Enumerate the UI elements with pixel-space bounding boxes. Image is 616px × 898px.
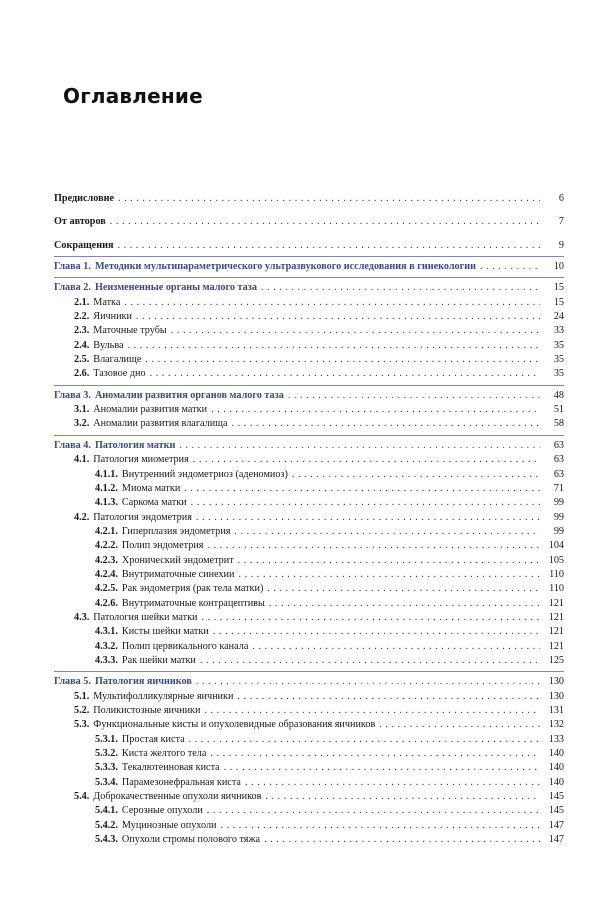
toc-page-number: 9 [558,239,564,251]
toc-page-number: 121 [548,611,564,623]
toc-page-number: 140 [548,762,564,774]
toc-page-number: 15 [553,282,564,294]
toc-page-number: 105 [548,554,564,566]
toc-entry-number: Глава 3. [54,389,91,401]
toc-entry-number: 5.4.2. [95,819,118,831]
toc-page-number: 121 [548,640,564,652]
toc-page-number: 125 [548,654,564,666]
toc-entry-title: Патология шейки матки [93,611,198,623]
toc-section-entry[interactable] [54,640,564,654]
toc-entry-number: 4.2.3. [95,554,118,566]
toc-dot-leader [201,611,540,625]
toc-entry-title: Аномалии развития органов малого таза [94,389,284,401]
toc-entry-title: Внутриматочные контрацептивы [121,597,265,609]
toc-entry-title: Матка [93,296,121,308]
toc-section-entry[interactable] [54,582,564,596]
toc-section-entry[interactable] [54,833,564,847]
toc-section-entry[interactable] [54,367,564,381]
toc-entry-number: Глава 2. [54,282,91,294]
toc-entry-number: Глава 4. [54,439,91,451]
toc-section-entry[interactable] [54,296,564,310]
toc-page-number: 132 [548,719,564,731]
toc-section-entry[interactable] [54,597,564,611]
toc-page-number: 133 [548,733,564,745]
toc-entry-number: 4.3.2. [95,640,118,652]
toc-section-entry[interactable] [54,625,564,639]
toc-entry-title: Маточные трубы [93,325,167,337]
toc-entry-title: Тазовое дно [93,368,146,380]
toc-page-number: 35 [553,339,564,351]
toc-page-number: 121 [548,626,564,638]
toc-section-entry[interactable] [54,554,564,568]
toc-page-number: 6 [558,193,564,204]
toc-section-entry[interactable] [54,324,564,338]
toc-entry-title: Патология яичников [94,676,192,688]
toc-page-number: 51 [553,404,564,416]
toc-section-entry[interactable] [54,525,564,539]
toc-page-number: 63 [553,439,564,451]
toc-dot-leader [264,833,540,847]
table-of-contents [54,192,564,847]
toc-dot-leader [232,417,540,431]
toc-entry-title: Муцинозные опухоли [121,819,217,831]
toc-entry-number: 4.1.3. [95,497,118,509]
toc-dot-leader [292,468,540,482]
toc-entry-number: 5.3.3. [95,762,118,774]
spacer [54,230,564,239]
toc-page-number: 35 [553,354,564,366]
toc-entry-title: Влагалище [93,354,142,366]
toc-dot-leader [196,675,540,689]
toc-page-number: 145 [548,805,564,817]
toc-entry-number: 4.3. [74,611,90,623]
toc-page-number: 24 [553,311,564,323]
toc-front-entry[interactable] [54,215,564,229]
toc-dot-leader [267,582,540,596]
toc-page-number: 145 [548,791,564,803]
toc-entry-number: 5.1. [74,690,90,702]
toc-section-entry[interactable] [54,776,564,790]
toc-dot-leader [265,790,540,804]
toc-entry-title: Парамезонефральная киста [121,776,241,788]
toc-entry-title: Предисловие [54,193,114,204]
toc-entry-number: 4.2. [74,511,90,523]
toc-dot-leader [128,339,540,353]
toc-entry-title: От авторов [54,216,106,228]
toc-entry-number: 2.6. [74,368,90,380]
toc-section-entry[interactable] [54,417,564,431]
toc-dot-leader [124,296,540,310]
toc-entry-number: 2.3. [74,325,90,337]
toc-page-number: 63 [553,454,564,466]
toc-page-number: 99 [553,511,564,523]
toc-entry-number: 4.2.6. [95,597,118,609]
toc-entry-title: Опухоли стромы полового тяжа [121,834,261,846]
chapter-divider [54,671,564,672]
toc-section-entry[interactable] [54,704,564,718]
toc-entry-title: Аномалии развития матки [93,404,208,416]
toc-entry-number: 5.3.1. [95,733,118,745]
toc-dot-leader [193,453,540,467]
toc-page-number: 7 [558,216,564,228]
toc-entry-title: Кисты шейки матки [121,626,209,638]
toc-entry-title: Полип цервикального канала [121,640,249,652]
toc-page-number: 121 [548,597,564,609]
toc-entry-title: Простая киста [121,733,185,745]
toc-section-entry[interactable] [54,690,564,704]
chapter-divider [54,277,564,278]
toc-page-number: 104 [548,540,564,552]
toc-entry-number: 4.2.4. [95,568,118,580]
toc-chapter-entry[interactable] [54,675,564,689]
toc-section-entry[interactable] [54,611,564,625]
toc-entry-title: Патология матки [94,439,176,451]
toc-front-entry[interactable] [54,192,564,206]
toc-dot-leader [379,718,540,732]
toc-page-number: 63 [553,468,564,480]
toc-section-entry[interactable] [54,453,564,467]
toc-dot-leader [204,704,540,718]
toc-section-entry[interactable] [54,511,564,525]
toc-entry-title: Серозные опухоли [121,805,203,817]
toc-section-entry[interactable] [54,804,564,818]
toc-page-number: 110 [549,568,564,580]
toc-dot-leader [184,482,540,496]
toc-section-entry[interactable] [54,539,564,553]
spacer [54,206,564,215]
toc-entry-title: Саркома матки [121,497,187,509]
toc-dot-leader [171,324,540,338]
toc-dot-leader [150,367,540,381]
toc-chapter-entry[interactable] [54,439,564,453]
toc-dot-leader [261,281,540,295]
toc-dot-leader [211,403,540,417]
toc-section-entry[interactable] [54,468,564,482]
toc-dot-leader [234,525,540,539]
toc-dot-leader [213,625,540,639]
chapter-divider [54,385,564,386]
toc-entry-title: Внутриматочные синехии [121,568,235,580]
toc-dot-leader [238,568,540,582]
toc-entry-number: 4.3.1. [95,626,118,638]
toc-entry-number: 4.1.1. [95,468,118,480]
chapter-divider [54,435,564,436]
toc-dot-leader [196,511,540,525]
toc-dot-leader [207,804,540,818]
toc-chapter-entry[interactable] [54,260,564,274]
toc-dot-leader [118,192,540,206]
toc-dot-leader [269,597,540,611]
toc-entry-number: 4.2.2. [95,540,118,552]
toc-dot-leader [191,496,540,510]
toc-section-entry[interactable] [54,310,564,324]
toc-section-entry[interactable] [54,482,564,496]
toc-entry-title: Патология миометрия [93,454,189,466]
toc-entry-number: 5.4.1. [95,805,118,817]
toc-entry-title: Аномалии развития влагалища [93,418,228,430]
toc-section-entry[interactable] [54,654,564,668]
toc-dot-leader [224,761,540,775]
toc-entry-title: Рак шейки матки [121,654,196,666]
toc-entry-title: Поликистозные яичники [93,705,201,716]
page-title: Оглавление [63,84,203,108]
toc-page-number: 99 [553,525,564,537]
toc-entry-title: Внутренний эндометриоз (аденомиоз) [121,468,288,480]
toc-entry-title: Функциональные кисты и опухолевидные образования яичников [93,719,376,731]
toc-dot-leader [210,747,540,761]
toc-entry-number: 3.1. [74,404,90,416]
toc-page-number: 99 [553,497,564,509]
toc-entry-number: Глава 1. [54,261,91,273]
toc-entry-number: 5.4. [74,791,90,803]
toc-entry-number: 2.1. [74,296,90,308]
toc-entry-number: 5.3. [74,719,90,731]
toc-entry-number: 4.2.5. [95,583,118,595]
toc-dot-leader [237,690,540,704]
toc-dot-leader [136,310,540,324]
toc-entry-title: Полип эндометрия [121,540,204,552]
toc-front-entry[interactable] [54,239,564,253]
toc-dot-leader [117,239,540,253]
toc-entry-title: Хронический эндометрит [121,554,234,566]
toc-entry-title: Текалютеиновая киста [121,762,220,774]
toc-dot-leader [238,554,540,568]
toc-page-number: 33 [553,325,564,337]
toc-page-number: 15 [553,296,564,308]
toc-section-entry[interactable] [54,733,564,747]
toc-dot-leader [288,389,540,403]
toc-section-entry[interactable] [54,403,564,417]
toc-dot-leader [110,215,540,229]
toc-section-entry[interactable] [54,353,564,367]
toc-dot-leader [207,539,540,553]
toc-page-number: 71 [553,482,564,494]
toc-section-entry[interactable] [54,747,564,761]
toc-dot-leader [179,439,540,453]
toc-entry-title: Яичники [93,311,132,323]
toc-page-number: 48 [553,389,564,401]
toc-page-number: 35 [553,368,564,380]
toc-page-number: 147 [548,834,564,846]
toc-entry-number: 5.2. [74,705,90,716]
toc-dot-leader [480,260,540,274]
toc-entry-title: Миома матки [121,482,181,494]
toc-entry-title: Мультифолликулярные яичники [93,690,234,702]
toc-dot-leader [252,640,540,654]
toc-page-number: 140 [548,776,564,788]
toc-entry-number: 5.3.2. [95,748,118,760]
toc-entry-number: 3.2. [74,418,90,430]
toc-chapter-entry[interactable] [54,281,564,295]
toc-entry-number: 4.3.3. [95,654,118,666]
toc-page-number: 130 [548,690,564,702]
toc-entry-title: Методики мультипараметрического ультразвукового исследования в гинекологии [94,261,476,273]
toc-entry-title: Гиперплазия эндометрия [121,525,231,537]
toc-page-number: 130 [548,676,564,688]
toc-section-entry[interactable] [54,496,564,510]
toc-entry-number: 5.4.3. [95,834,118,846]
toc-section-entry[interactable] [54,339,564,353]
toc-entry-title: Сокращения [54,239,114,251]
toc-dot-leader [245,776,540,790]
toc-page-number: 58 [553,418,564,430]
toc-entry-title: Киста желтого тела [121,748,207,760]
toc-dot-leader [200,654,540,668]
toc-page-number: 140 [548,748,564,760]
toc-entry-number: 2.2. [74,311,90,323]
toc-entry-title: Вульва [93,339,124,351]
toc-entry-number: 4.1.2. [95,482,118,494]
chapter-divider [54,256,564,257]
toc-entry-number: Глава 5. [54,676,91,688]
toc-section-entry[interactable] [54,819,564,833]
toc-dot-leader [145,353,540,367]
toc-entry-title: Патология эндометрия [93,511,192,523]
toc-entry-number: 4.2.1. [95,525,118,537]
toc-chapter-entry[interactable] [54,389,564,403]
toc-entry-number: 2.5. [74,354,90,366]
toc-entry-title: Рак эндометрия (рак тела матки) [121,583,264,595]
toc-section-entry[interactable] [54,568,564,582]
toc-section-entry[interactable] [54,761,564,775]
toc-section-entry[interactable] [54,790,564,804]
toc-dot-leader [189,733,540,747]
toc-page-number: 10 [553,261,564,273]
toc-page-number: 110 [549,583,564,595]
toc-page-number: 147 [548,819,564,831]
toc-entry-title: Доброкачественные опухоли яичников [93,791,262,803]
toc-entry-number: 4.1. [74,454,90,466]
toc-entry-number: 2.4. [74,339,90,351]
toc-section-entry[interactable] [54,718,564,732]
toc-dot-leader [221,819,541,833]
toc-page-number: 131 [548,705,564,716]
toc-entry-number: 5.3.4. [95,776,118,788]
toc-entry-title: Неизмененные органы малого таза [94,282,257,294]
